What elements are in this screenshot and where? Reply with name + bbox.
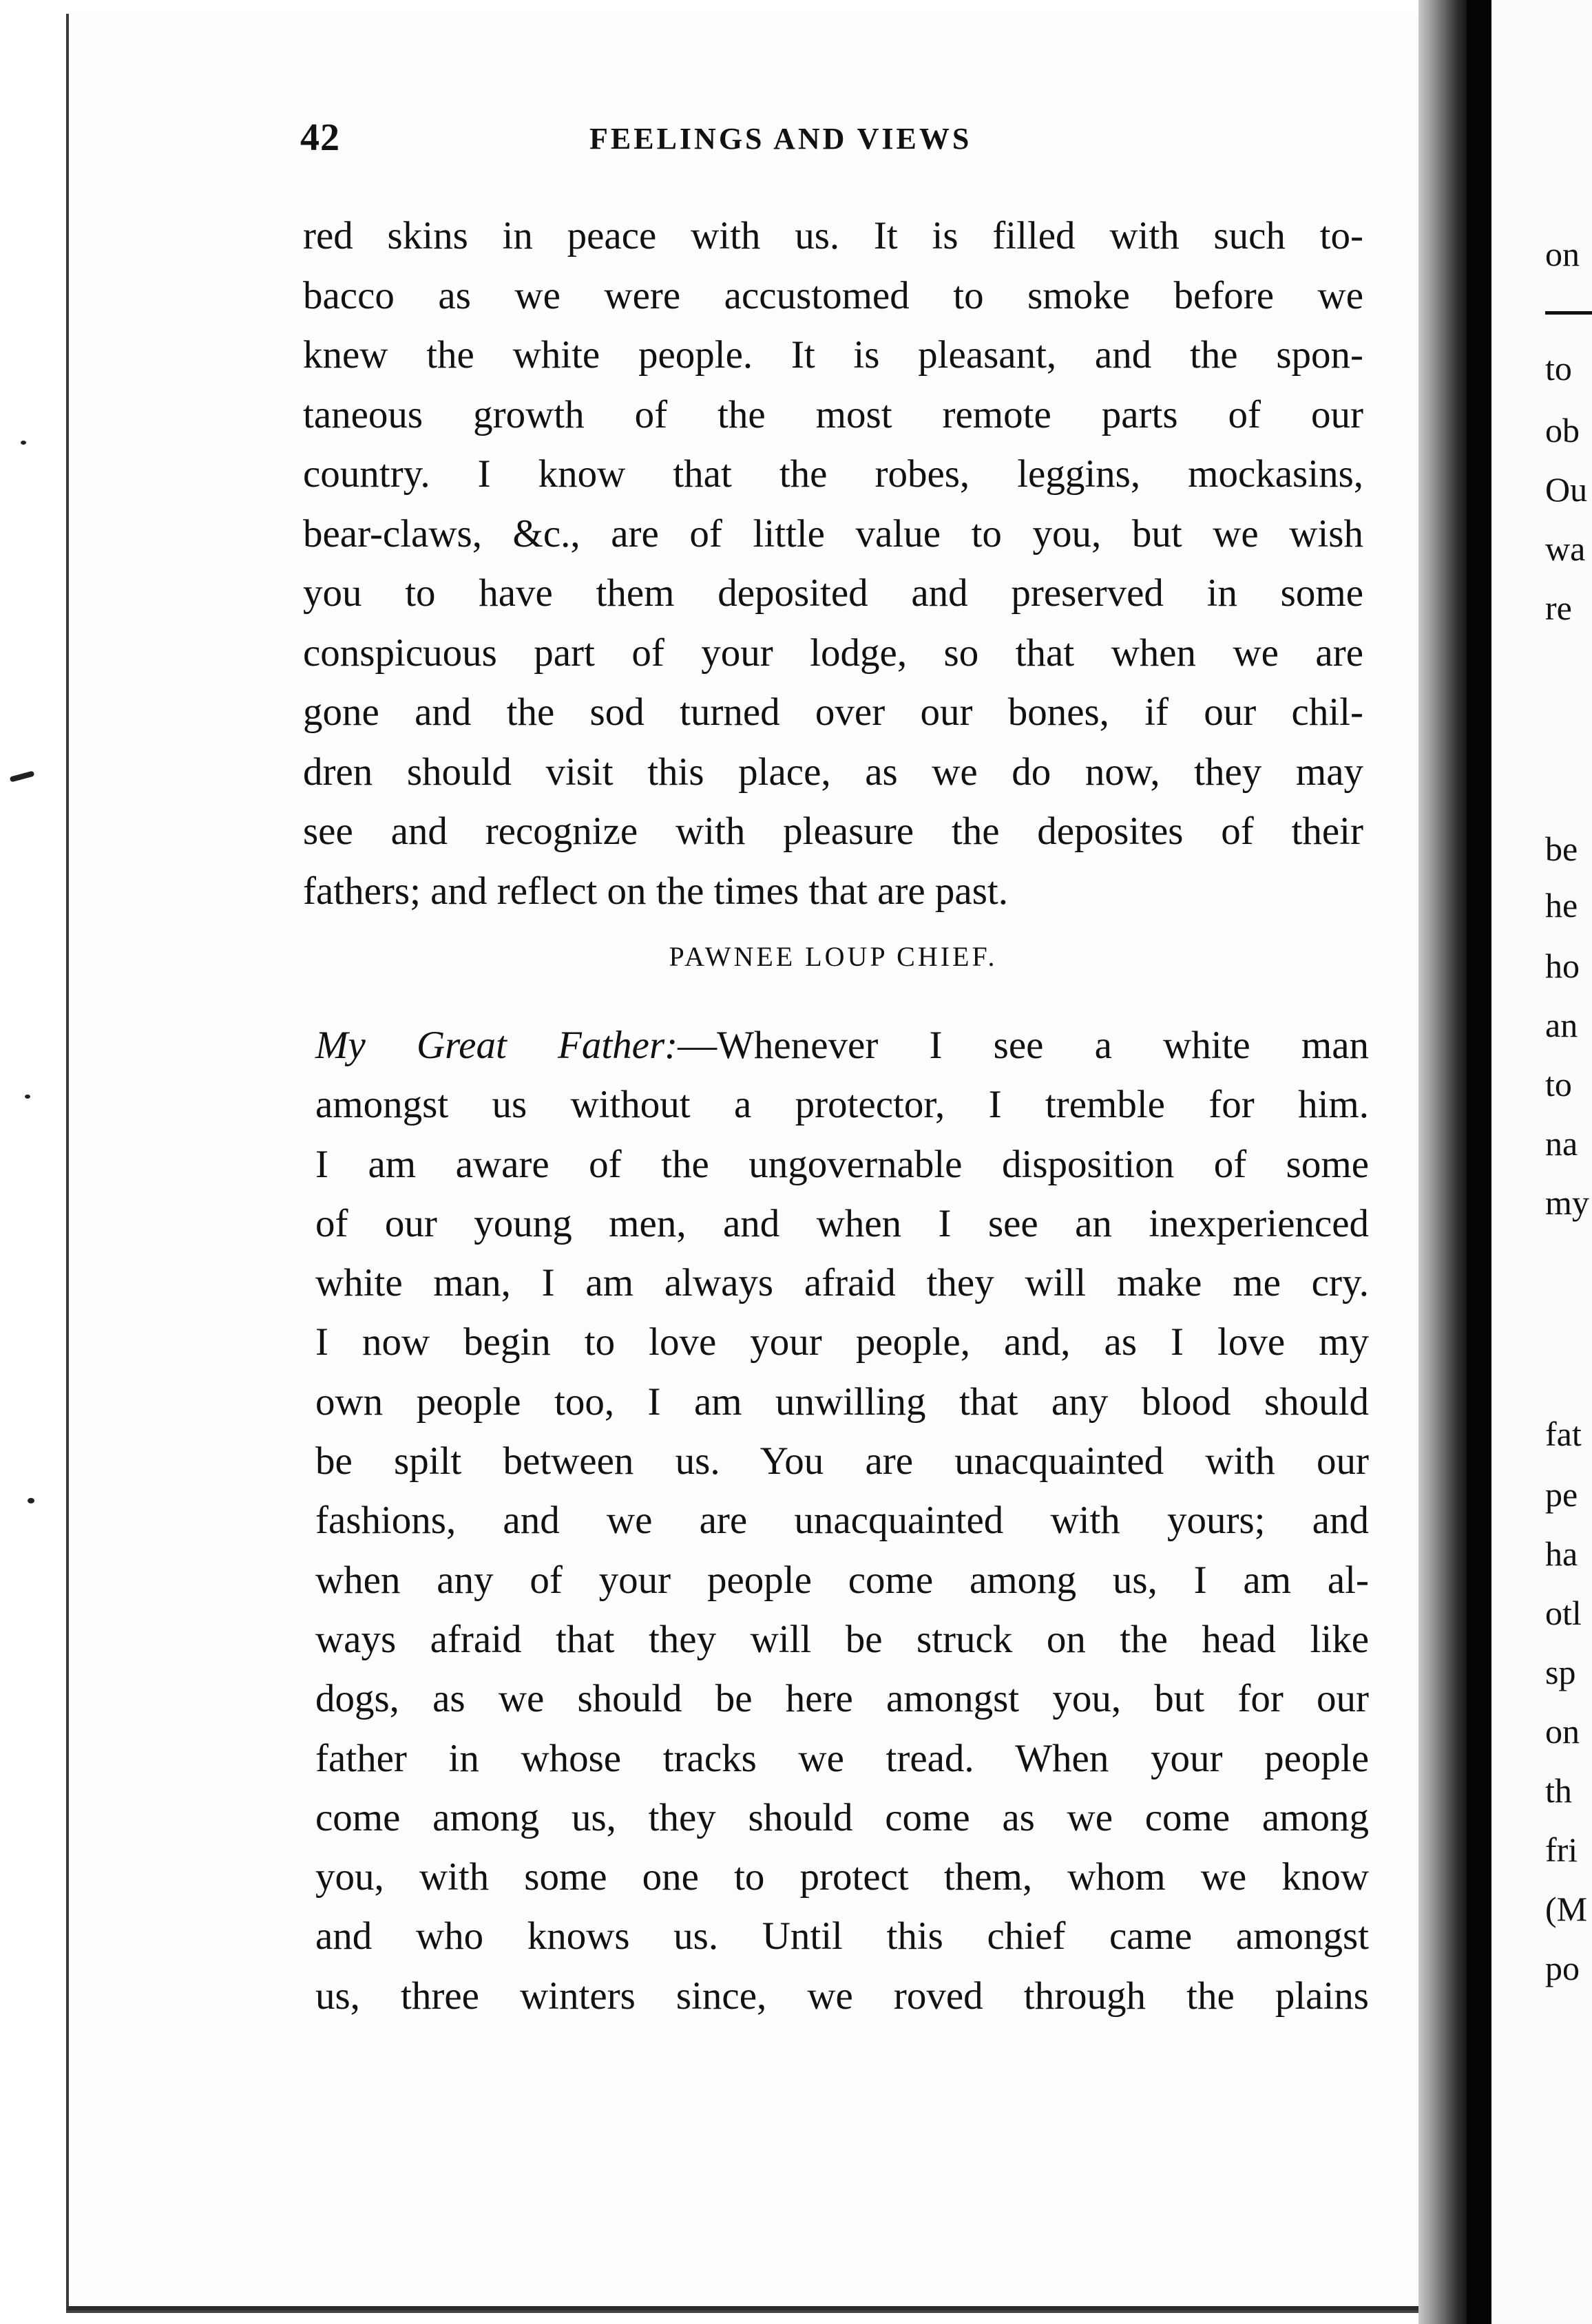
next-page-fragment: sp (1545, 1653, 1576, 1691)
next-page-fragment: ha (1545, 1534, 1578, 1573)
text-line: dogs, as we should be here amongst you, but for our (315, 1677, 1369, 1721)
next-page-fragment: my (1545, 1183, 1589, 1222)
next-page-fragment: (M (1545, 1890, 1588, 1928)
next-page-fragment: pe (1545, 1475, 1578, 1514)
book-binding (1467, 0, 1491, 2324)
text-line: and who knows us. Until this chief came amongst (315, 1914, 1369, 1958)
text-line: knew the white people. It is pleasant, and the spon- (303, 333, 1363, 377)
text-line: you, with some one to protect them, whom we know (315, 1855, 1369, 1899)
text-line: bacco as we were accustomed to smoke before we (303, 273, 1363, 317)
text-line: conspicuous part of your lodge, so that when we are (303, 631, 1363, 675)
text-line-rest: —Whenever I see a white man (678, 1024, 1370, 1067)
text-line: of our young men, and when I see an inexperienced (315, 1201, 1369, 1245)
text-line: see and recognize with pleasure the deposites of their (303, 810, 1363, 853)
next-page-sliver (1491, 0, 1592, 2324)
next-page-fragment: to (1545, 349, 1572, 388)
next-page-fragment: wa (1545, 529, 1586, 568)
next-page-fragment: on (1545, 1712, 1580, 1751)
text-line: bear-claws, &c., are of little value to you, but we wish (303, 511, 1363, 556)
body-text (303, 207, 1363, 993)
next-page-fragment: to (1545, 1065, 1572, 1103)
next-page-fragment: na (1545, 1124, 1578, 1163)
text-line: I now begin to love your people, and, as I love my (315, 1320, 1369, 1364)
next-page-fragment: he (1545, 886, 1578, 925)
text-line: I am aware of the ungovernable disposition of some (315, 1142, 1369, 1186)
text-line: us, three winters since, we roved through the plains (315, 1974, 1369, 2018)
next-page-fragment: th (1545, 1771, 1572, 1810)
next-page-fragment: Ou (1545, 470, 1588, 509)
text-line: country. I know that the robes, leggins, mockasins, (303, 452, 1363, 496)
next-page-fragment: re (1545, 589, 1572, 627)
text-line: ways afraid that they will be struck on the head like (315, 1617, 1369, 1661)
page-number: 42 (300, 116, 340, 159)
text-line: white man, I am always afraid they will make me cry. (315, 1261, 1369, 1305)
text-line: be spilt between us. You are unacquainted with our (315, 1439, 1369, 1483)
text-line: dren should visit this place, as we do now, they may (303, 750, 1363, 794)
text-line (315, 1016, 1369, 1075)
next-page-fragment: on (1545, 235, 1580, 273)
salutation: My Great Father: (315, 1024, 678, 1067)
text-line: come among us, they should come as we come among (315, 1795, 1369, 1839)
text-line: fashions, and we are unacquainted with yours; and (315, 1499, 1369, 1543)
text-line: fathers; and reflect on the times that are past. (303, 869, 1008, 913)
scan-speck (28, 1498, 34, 1503)
running-head (300, 116, 1402, 164)
scan-speck (25, 1095, 30, 1099)
next-page-fragment: po (1545, 1949, 1580, 1987)
text-line: father in whose tracks we tread. When your people (315, 1736, 1369, 1780)
text-line: you to have them deposited and preserved in some (303, 571, 1363, 615)
text-line: taneous growth of the most remote parts of our (303, 392, 1363, 436)
text-line: red skins in peace with us. It is filled with such to- (303, 214, 1363, 257)
next-page-fragment: otl (1545, 1594, 1582, 1632)
next-page-fragment: fat (1545, 1415, 1582, 1453)
section-heading: PAWNEE LOUP CHIEF. (669, 941, 998, 972)
next-page-rule (1545, 311, 1592, 315)
text-line: amongst us without a protector, I tremble for him. (315, 1083, 1369, 1127)
text-line: own people too, I am unwilling that any blood should (315, 1380, 1369, 1424)
speech-paragraph (315, 1016, 1369, 2026)
scan-speck (21, 441, 26, 445)
text-line: when any of your people come among us, I am al- (315, 1558, 1369, 1602)
next-page-fragment: be (1545, 830, 1578, 868)
next-page-fragment: fri (1545, 1830, 1578, 1869)
text-line: gone and the sod turned over our bones, if our chil- (303, 690, 1363, 734)
next-page-fragment: ob (1545, 411, 1580, 450)
next-page-fragment: ho (1545, 947, 1580, 985)
next-page-fragment: an (1545, 1006, 1578, 1044)
running-head-title: FEELINGS AND VIEWS (589, 122, 972, 156)
